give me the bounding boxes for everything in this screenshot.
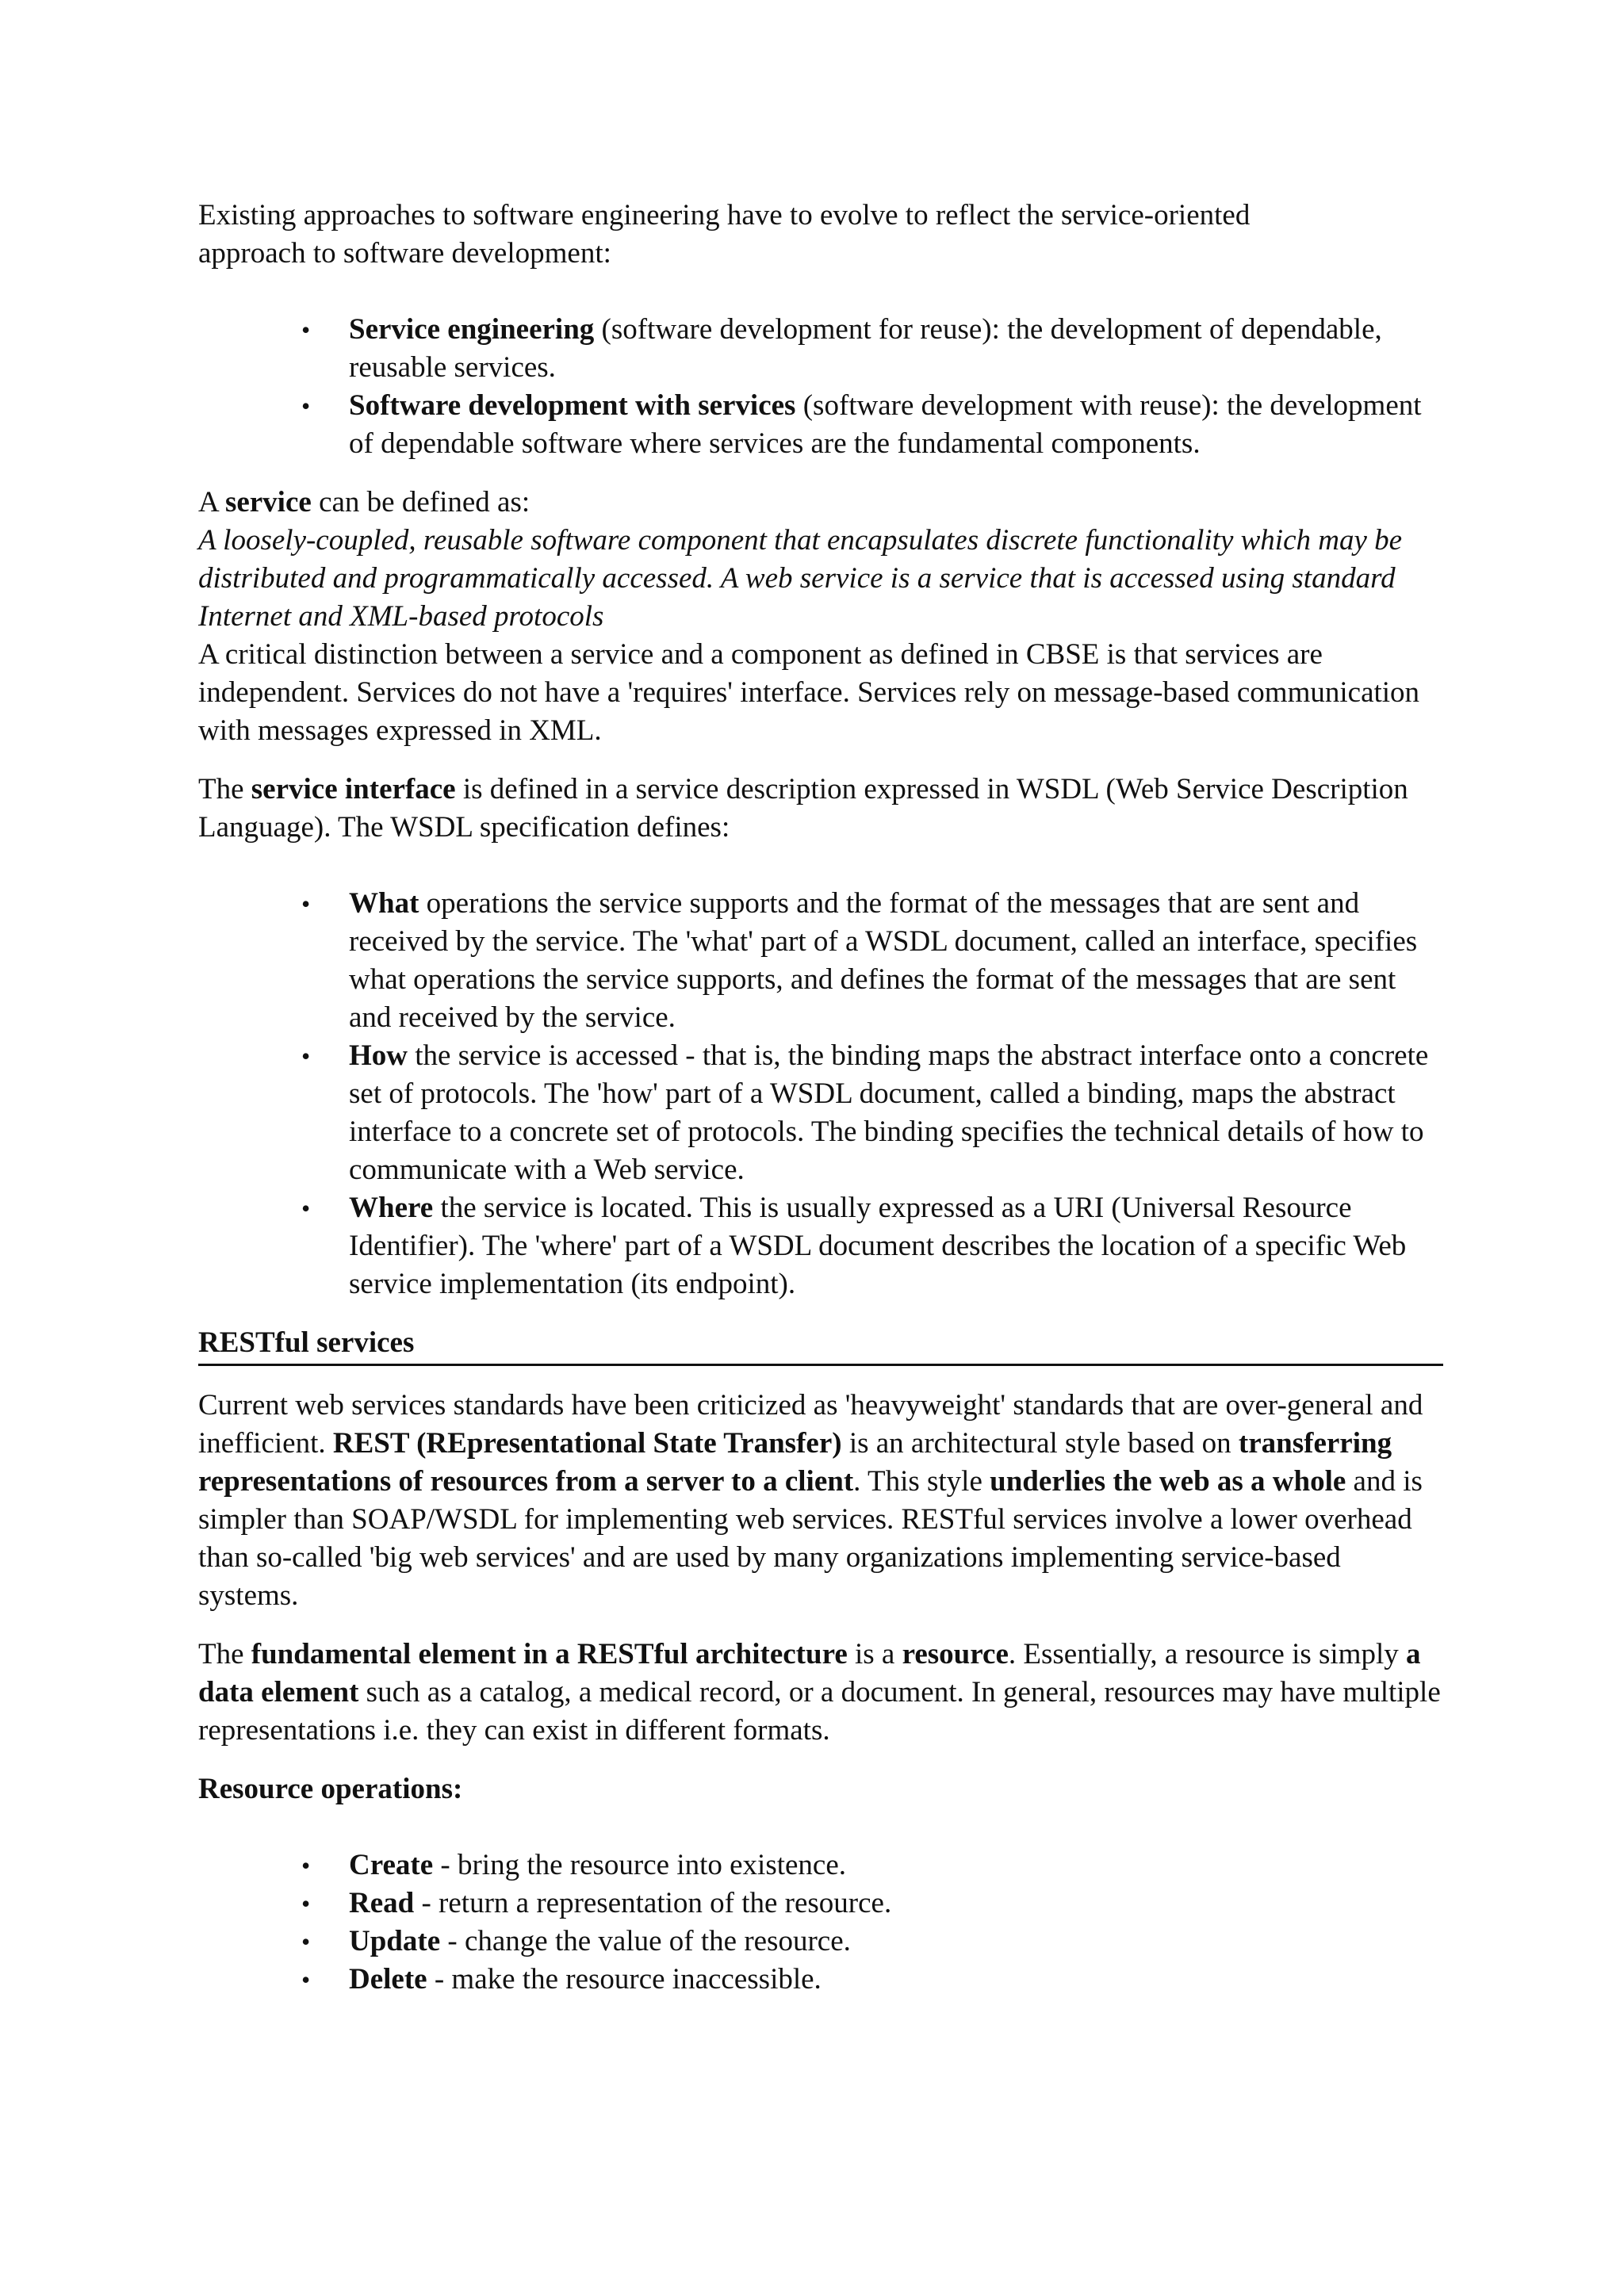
list-item: [349, 387, 1443, 463]
list-item: [349, 885, 1443, 1037]
list-item-term: Where: [349, 1192, 434, 1224]
list-item-term: Update: [349, 1925, 441, 1957]
intro-line-1: Existing approaches to software engineering have to evolve to reflect the service-oriented: [198, 199, 1251, 232]
intro-paragraph: [198, 197, 1443, 273]
resource-operations-list: [198, 1846, 1443, 1999]
restful-services-heading: RESTful services: [198, 1324, 1443, 1366]
list-item-text: (software development for reuse): the development of dependable, reusable services.: [349, 313, 1382, 384]
text-span: is defined in a service description expressed in WSDL (Web Service Description Language). The WSDL specification defines:: [198, 773, 1408, 844]
list-item-term: Software development with services: [349, 389, 796, 422]
text-span: can be defined as:: [311, 486, 530, 519]
text-span: such as a catalog, a medical record, or a document. In general, resources may have multiple representations i.e. they can exist in different formats.: [198, 1676, 1441, 1747]
list-item-text: (software development with reuse): the development of dependable software where services are the fundamental components.: [349, 389, 1422, 460]
list-item: [349, 1885, 1443, 1923]
list-item-term: What: [349, 887, 419, 920]
text-span: The: [198, 1638, 251, 1670]
list-item-term: How: [349, 1039, 408, 1072]
list-item-text: operations the service supports and the format of the messages that are sent and received by the service. The 'what' part of a WSDL document, called an interface, specifies what operations the service supports, and defines the format of the messages that are sent and received by the service.: [349, 887, 1418, 1034]
text-span: . Essentially, a resource is simply: [1008, 1638, 1406, 1670]
engineering-list: [198, 311, 1443, 463]
service-term: service: [224, 486, 312, 519]
list-item-text: - make the resource inaccessible.: [427, 1963, 822, 1996]
service-interface-term: service interface: [251, 773, 456, 806]
service-interface-paragraph: [198, 771, 1443, 847]
text-span: is an architectural style based on: [841, 1427, 1239, 1460]
text-span: . This style: [853, 1465, 990, 1498]
list-item: [349, 311, 1443, 387]
bold-span: fundamental element in a RESTful architecture: [251, 1638, 848, 1670]
text-span: Current web services standards have been criticized as 'heavyweight' standards that are over-general and inefficient.: [198, 1389, 1423, 1460]
rest-paragraph: [198, 1387, 1443, 1615]
text-span: and is simpler than SOAP/WSDL for implementing web services. RESTful services involve a lower overhead than so-called 'big web services' and are used by many organizations implementing service-based systems.: [198, 1465, 1423, 1612]
list-item-term: Read: [349, 1887, 415, 1919]
bold-span: resource: [902, 1638, 1009, 1670]
list-item-text: - return a representation of the resource.: [414, 1887, 892, 1919]
bold-span: underlies the web as a whole: [990, 1465, 1346, 1498]
resource-paragraph: [198, 1636, 1443, 1750]
list-item: [349, 1923, 1443, 1961]
list-item-term: Delete: [349, 1963, 427, 1996]
bold-span: a data element: [198, 1638, 1421, 1709]
text-span: is a: [847, 1638, 902, 1670]
list-item: [349, 1037, 1443, 1189]
list-item: [349, 1961, 1443, 1999]
text-span: A: [198, 486, 225, 519]
service-definition-quote: A loosely-coupled, reusable software component that encapsulates discrete functionality which may be distributed and programmatically accessed. A web service is a service that is accessed using standard Internet and XML-based protocols: [198, 524, 1403, 633]
list-item: [349, 1189, 1443, 1303]
resource-operations-heading: Resource operations:: [198, 1773, 463, 1805]
list-item-text: - bring the resource into existence.: [433, 1849, 847, 1881]
list-item-term: Create: [349, 1849, 434, 1881]
service-distinction-paragraph: A critical distinction between a service and a component as defined in CBSE is that services are independent. Services do not have a 'requires' interface. Services rely on message-based communication with messages expressed in XML.: [198, 638, 1420, 747]
bold-span: REST (REpresentational State Transfer): [332, 1427, 842, 1460]
intro-line-2: approach to software development:: [198, 237, 611, 270]
document-page: [198, 197, 1443, 1999]
bold-span: transferring representations of resources from a server to a client: [198, 1427, 1392, 1498]
list-item: [349, 1846, 1443, 1885]
list-item-text: - change the value of the resource.: [440, 1925, 851, 1957]
list-item-text: the service is located. This is usually expressed as a URI (Universal Resource Identifier). The 'where' part of a WSDL document describes the location of a specific Web service implementation (its endpoint).: [349, 1192, 1407, 1300]
text-span: The: [198, 773, 251, 806]
list-item-text: the service is accessed - that is, the binding maps the abstract interface onto a concrete set of protocols. The 'how' part of a WSDL document, called a binding, maps the abstract interface to a concrete set of protocols. The binding specifies the technical details of how to communicate with a Web service.: [349, 1039, 1429, 1186]
wsdl-list: [198, 885, 1443, 1303]
service-definition-intro: [198, 484, 1443, 522]
list-item-term: Service engineering: [349, 313, 595, 346]
